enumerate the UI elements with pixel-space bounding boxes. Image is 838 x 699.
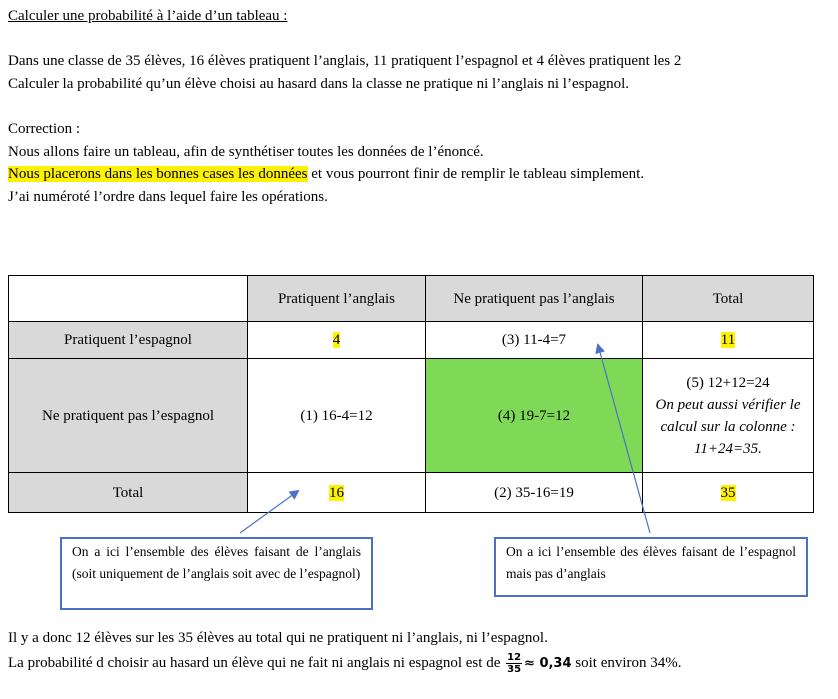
table-row bbox=[9, 473, 814, 513]
header-no-english: Ne pratiquent pas l’anglais bbox=[426, 276, 643, 322]
two-way-table bbox=[8, 275, 814, 513]
cell-value: 4 bbox=[332, 332, 341, 348]
callout-right: On a ici l’ensemble des élèves faisant de l’espagnol mais pas d’anglais bbox=[494, 537, 808, 597]
cell-no-spanish-english: (1) 16-4=12 bbox=[248, 359, 426, 473]
probability-fraction bbox=[506, 652, 522, 675]
correction-line-2-rest: et vous pourront finir de remplir le tableau simplement. bbox=[307, 166, 645, 182]
correction-line-1: Nous allons faire un tableau, afin de synthétiser toutes les données de l’énoncé. bbox=[8, 144, 484, 160]
cell-value: 35 bbox=[720, 484, 736, 501]
approx-value: ≈ 0,34 bbox=[524, 655, 572, 671]
row-label-spanish: Pratiquent l’espagnol bbox=[9, 322, 248, 359]
row-label-total: Total bbox=[9, 473, 248, 513]
cell-spanish-english bbox=[248, 322, 426, 359]
cell-total-no-english: (2) 35-16=19 bbox=[426, 473, 643, 513]
verification-note: On peut aussi vérifier le calcul sur la colonne : 11+24=35. bbox=[655, 396, 801, 457]
callout-left: On a ici l’ensemble des élèves faisant de l’anglais (soit uniquement de l’anglais soit avec de l’espagnol) bbox=[60, 537, 373, 610]
cell-value: 11 bbox=[720, 332, 736, 348]
table-row bbox=[9, 359, 814, 473]
correction-heading: Correction : bbox=[8, 121, 81, 137]
statement-line-1: Dans une classe de 35 élèves, 16 élèves pratiquent l’anglais, 11 pratiquent l’espagnol et 4 élèves pratiquent les 2 bbox=[8, 53, 682, 69]
row-label-no-spanish: Ne pratiquent pas l’espagnol bbox=[9, 359, 248, 473]
statement-line-2: Calculer la probabilité qu’un élève choisi au hasard dans la classe ne pratique ni l’anglais ni l’espagnol. bbox=[8, 76, 630, 92]
conclusion-line-2 bbox=[8, 652, 682, 675]
cell-grand-total bbox=[643, 473, 814, 513]
conclusion-tail: soit environ 34%. bbox=[575, 654, 682, 671]
cell-value: 16 bbox=[329, 484, 344, 501]
conclusion-line-1: Il y a donc 12 élèves sur les 35 élèves au total qui ne pratiquent ni l’anglais, ni l’espagnol. bbox=[8, 630, 548, 646]
conclusion-text: La probabilité d choisir au hasard un élève qui ne fait ni anglais ni espagnol est de bbox=[8, 654, 501, 671]
cell-no-spanish-no-english: (4) 19-7=12 bbox=[426, 359, 643, 473]
cell-total-english bbox=[248, 473, 426, 513]
correction-line-2 bbox=[8, 164, 644, 184]
table-header-row bbox=[9, 276, 814, 322]
page-title: Calculer une probabilité à l’aide d’un tableau : bbox=[8, 8, 288, 24]
fraction-denominator: 35 bbox=[507, 664, 522, 675]
header-total: Total bbox=[643, 276, 814, 322]
cell-no-spanish-total bbox=[643, 359, 814, 473]
header-english: Pratiquent l’anglais bbox=[248, 276, 426, 322]
highlighted-text: Nous placerons dans les bonnes cases les données bbox=[8, 166, 308, 182]
table-row bbox=[9, 322, 814, 359]
cell-spanish-total bbox=[643, 322, 814, 359]
cell-spanish-no-english: (3) 11-4=7 bbox=[426, 322, 643, 359]
correction-line-3: J’ai numéroté l’ordre dans lequel faire les opérations. bbox=[8, 189, 328, 205]
fraction-numerator: 12 bbox=[507, 652, 522, 663]
table-corner-cell bbox=[9, 276, 248, 322]
cell-value: (5) 12+12=24 bbox=[686, 374, 770, 391]
